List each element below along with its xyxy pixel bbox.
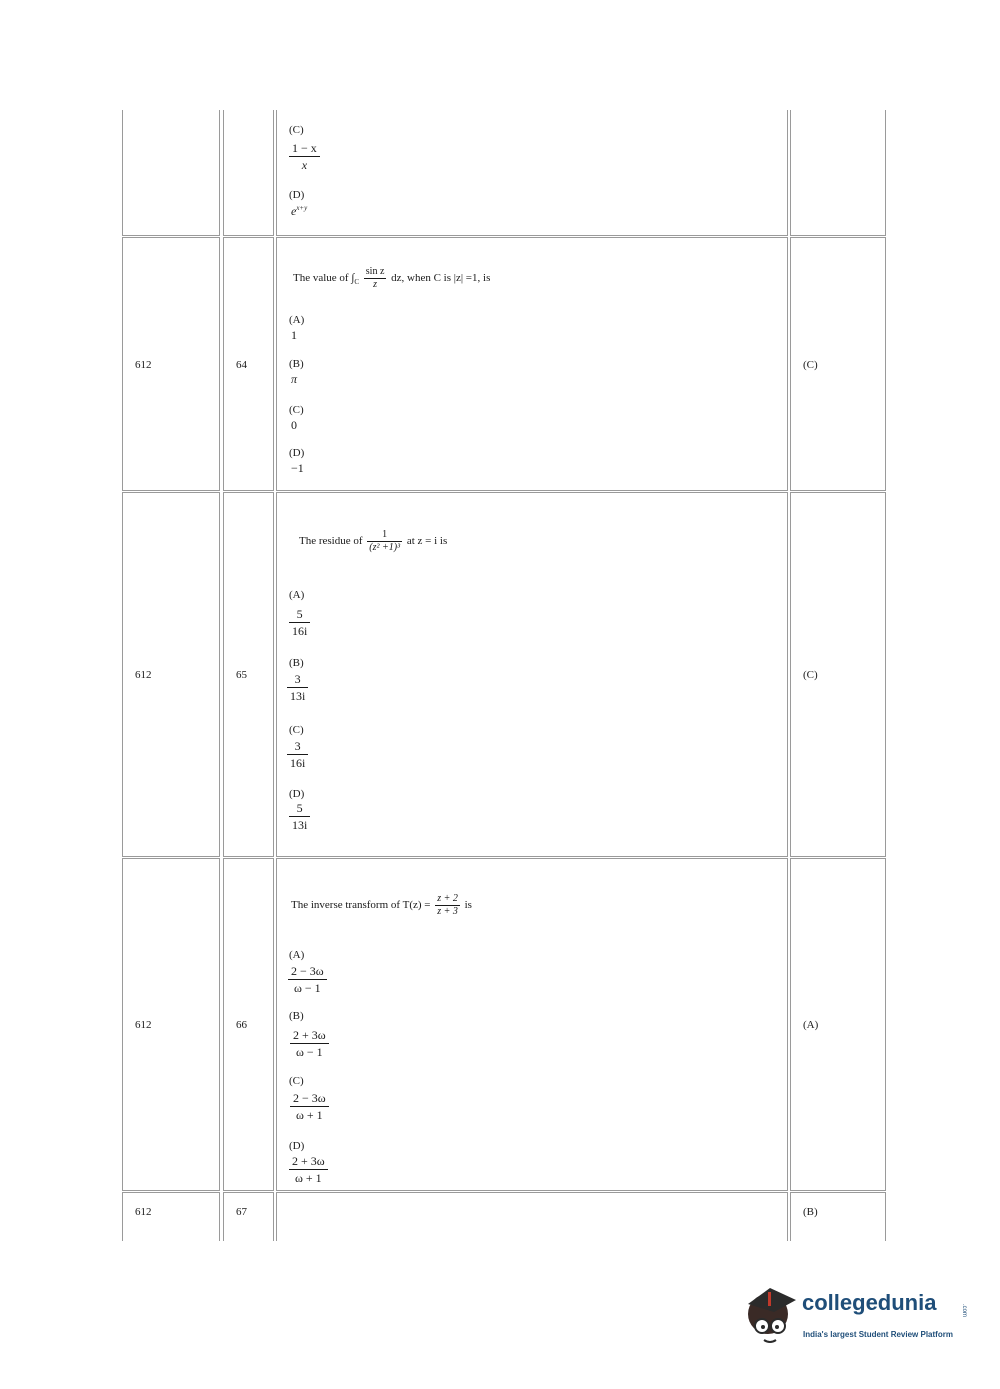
answer-cell <box>790 1192 886 1241</box>
question-number: 64 <box>236 359 247 371</box>
question-text <box>291 893 472 918</box>
option-label: (C) <box>289 724 304 736</box>
fraction-numerator: 5 <box>289 800 310 817</box>
option-fraction <box>287 738 308 771</box>
option-fraction <box>289 140 320 173</box>
option-value <box>291 204 307 219</box>
answer-cell <box>790 858 886 1191</box>
fraction-numerator: sin z <box>365 266 385 277</box>
option-label: (C) <box>289 1075 304 1087</box>
collegedunia-logo <box>740 1282 970 1352</box>
paper-code: 612 <box>135 1019 152 1031</box>
option-label: (D) <box>289 447 305 459</box>
table-row <box>122 110 886 236</box>
question-text <box>293 266 490 291</box>
paper-code-cell <box>122 1192 220 1241</box>
option-value: π <box>291 372 298 386</box>
question-number-cell <box>223 858 274 1191</box>
option-label: (C) <box>289 404 304 416</box>
fraction-denominator: ω + 1 <box>296 1108 323 1122</box>
option-value: −1 <box>291 461 304 475</box>
logo-domain-suffix: .com <box>961 1304 967 1318</box>
option-label: (C) <box>289 124 304 136</box>
fraction-numerator: 2 − 3ω <box>288 963 327 980</box>
question-cell <box>276 1192 788 1241</box>
answer-cell <box>790 237 886 491</box>
logo-tagline: India's largest Student Review Platform <box>803 1330 953 1339</box>
fraction-numerator: z + 2 <box>437 893 458 904</box>
question-text <box>299 529 447 554</box>
question-number: 65 <box>236 669 247 681</box>
fraction-denominator: (z² +1)³ <box>369 542 401 553</box>
option-fraction <box>289 800 310 833</box>
fraction-denominator: ω − 1 <box>294 981 321 995</box>
fraction-numerator: 1 <box>367 529 402 542</box>
paper-code: 612 <box>135 669 152 681</box>
question-suffix: dz, when C is |z| =1, is <box>391 272 491 285</box>
option-label: (A) <box>289 589 305 601</box>
exp-superscript: x+y <box>296 204 308 212</box>
option-label: (B) <box>289 358 304 370</box>
question-prefix: The inverse transform of T(z) = <box>291 899 431 912</box>
question-cell <box>276 492 788 857</box>
option-value: 1 <box>291 328 297 342</box>
answer-cell <box>790 492 886 857</box>
paper-code-cell <box>122 237 220 491</box>
table-row <box>122 492 886 857</box>
fraction-numerator: 5 <box>289 606 310 623</box>
table-row <box>122 1192 886 1241</box>
paper-code: 612 <box>135 1206 152 1218</box>
fraction-numerator: 3 <box>287 738 308 755</box>
fraction-numerator: 2 + 3ω <box>289 1153 328 1170</box>
question-number: 66 <box>236 1019 247 1031</box>
table-row <box>122 237 886 491</box>
paper-code-cell <box>122 110 220 236</box>
fraction-numerator: 2 + 3ω <box>290 1027 329 1044</box>
answer: (C) <box>803 359 818 371</box>
fraction-numerator: 3 <box>287 671 308 688</box>
fraction-denominator: ω − 1 <box>296 1045 323 1059</box>
question-number: 67 <box>236 1206 247 1218</box>
question-cell <box>276 858 788 1191</box>
fraction-denominator: 13i <box>292 818 308 832</box>
answer: (C) <box>803 669 818 681</box>
question-suffix: is <box>464 899 472 912</box>
question-number-cell <box>223 492 274 857</box>
option-label: (A) <box>289 314 305 326</box>
fraction-denominator: z <box>373 279 378 290</box>
question-fraction <box>435 893 460 918</box>
fraction-denominator: x <box>301 158 308 172</box>
question-cell <box>276 237 788 491</box>
question-number-cell <box>223 1192 274 1241</box>
option-label: (D) <box>289 1140 305 1152</box>
paper-code: 612 <box>135 359 152 371</box>
fraction-denominator: 16i <box>290 756 306 770</box>
paper-code-cell <box>122 858 220 1191</box>
question-fraction <box>364 266 387 291</box>
paper-code-cell <box>122 492 220 857</box>
question-number-cell <box>223 237 274 491</box>
question-cell <box>276 110 788 236</box>
option-fraction <box>288 963 327 996</box>
answer: (B) <box>803 1206 818 1218</box>
option-fraction <box>287 671 308 704</box>
logo-wordmark: collegedunia <box>802 1290 937 1315</box>
fraction-numerator: 1 − x <box>289 140 320 157</box>
integral-subscript: C <box>354 278 360 287</box>
fraction-denominator: ω + 1 <box>295 1171 322 1185</box>
option-fraction <box>289 606 310 639</box>
question-fraction <box>367 529 402 554</box>
option-label: (D) <box>289 788 305 800</box>
question-prefix: The value of ∫ <box>293 272 355 285</box>
option-label: (B) <box>289 657 304 669</box>
fraction-denominator: z + 3 <box>437 906 458 917</box>
fraction-denominator: 16i <box>292 624 308 638</box>
fraction-numerator: 2 − 3ω <box>290 1090 329 1107</box>
option-label: (D) <box>289 189 305 201</box>
question-number-cell <box>223 110 274 236</box>
answer-cell <box>790 110 886 236</box>
option-label: (A) <box>289 949 305 961</box>
fraction-denominator: 13i <box>290 689 306 703</box>
table-row <box>122 858 886 1191</box>
option-fraction <box>290 1090 329 1123</box>
option-fraction <box>289 1153 328 1186</box>
option-label: (B) <box>289 1010 304 1022</box>
option-fraction <box>290 1027 329 1060</box>
exp-base: e <box>291 204 297 218</box>
option-value: 0 <box>291 418 297 432</box>
question-suffix: at z = i is <box>406 535 448 548</box>
question-prefix: The residue of <box>299 535 363 548</box>
answer: (A) <box>803 1019 819 1031</box>
mascot-icon <box>740 1282 802 1352</box>
